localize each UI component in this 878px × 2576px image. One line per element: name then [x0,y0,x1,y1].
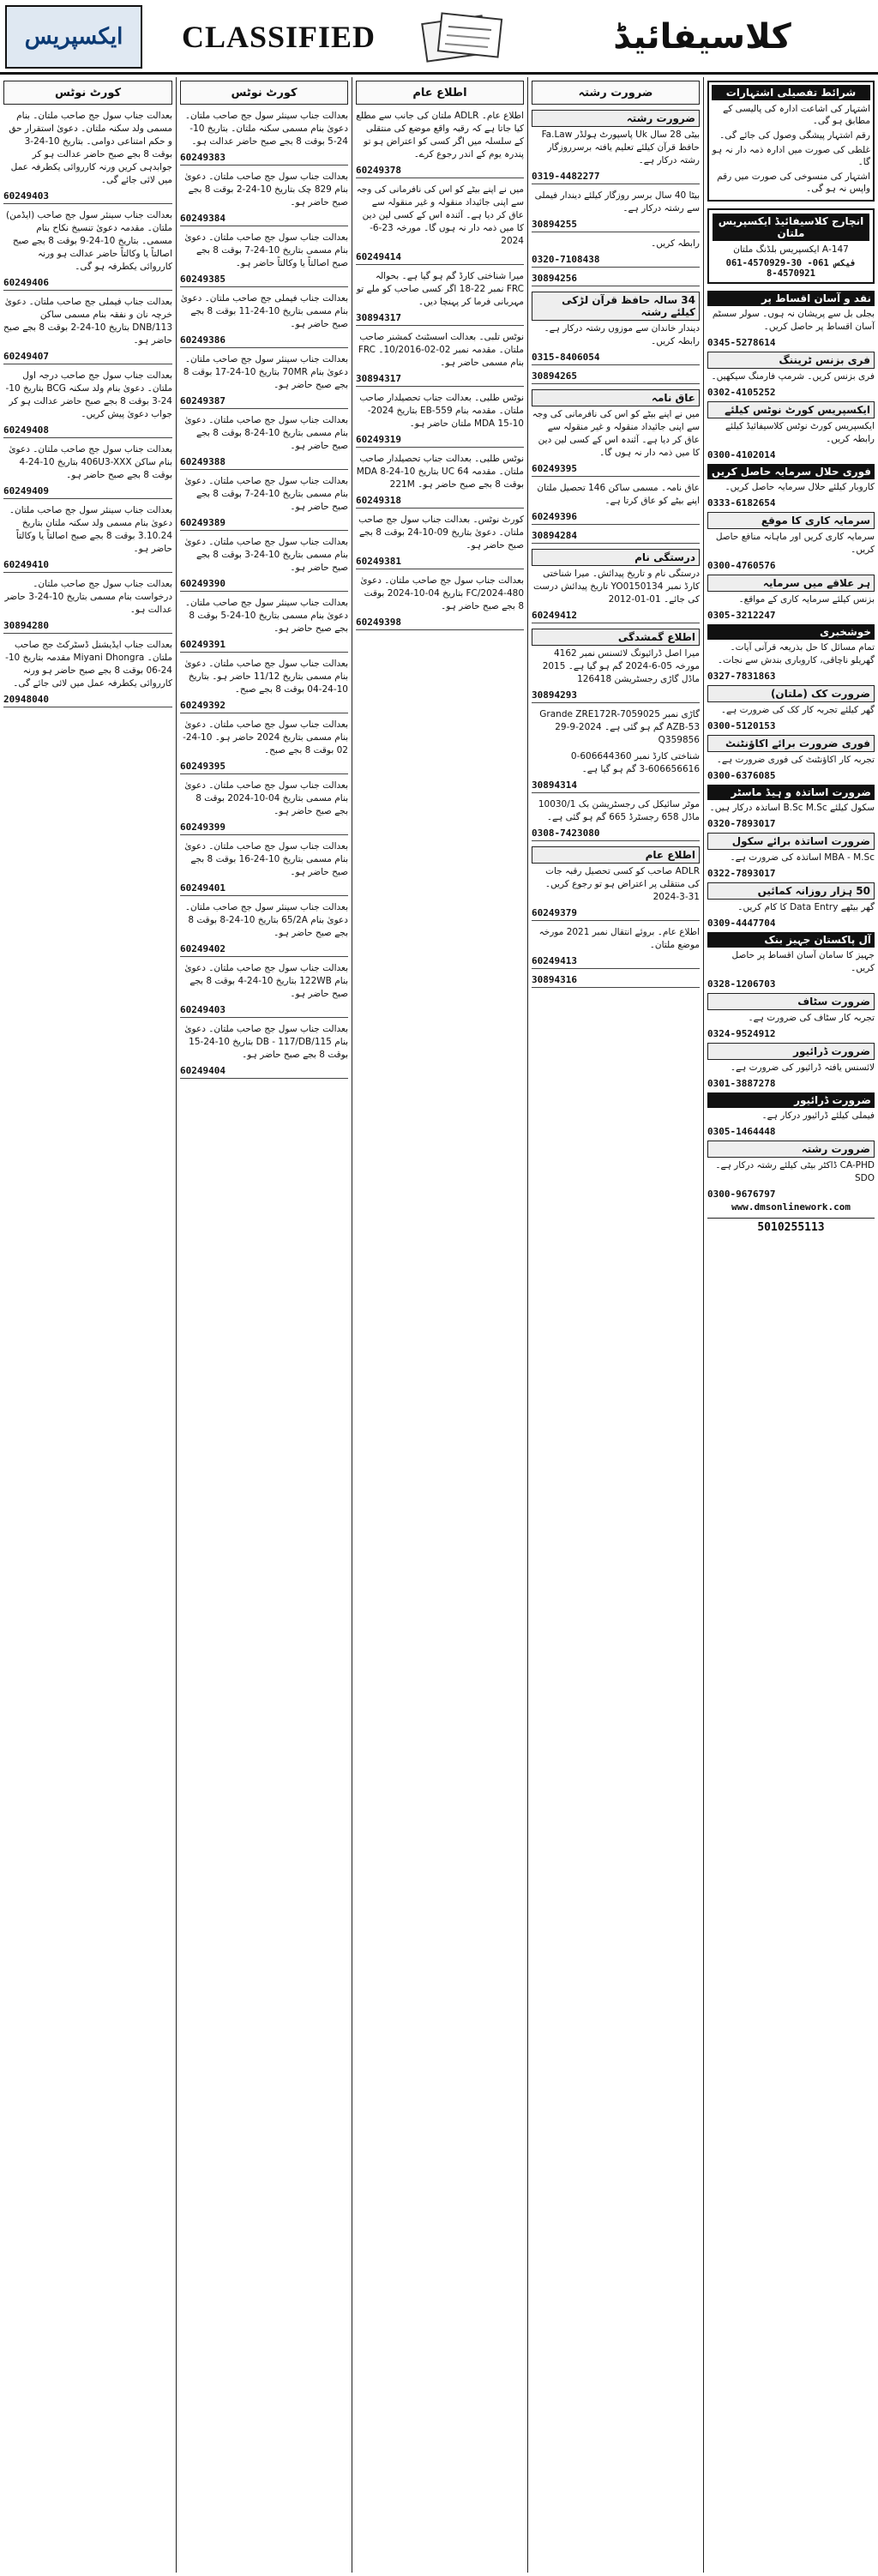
notice-text: نوٹس طلبی۔ بعدالت جناب تحصیلدار صاحب ملتان۔ مقدمہ بنام EB-559 بتاریخ 2024-10-15 MDA ملتان حاضر ہو۔ [359,393,524,429]
notice-text: شناختی کارڈ نمبر 606644360-0 606656616-3 گم ہو گیا ہے۔ [570,751,700,774]
notice-ref-number: 60249389 [180,517,348,531]
ad-phone[interactable]: 0333-6182654 [707,497,776,509]
ad-text: ایکسپریس کورٹ نوٹس کلاسیفائیڈ کیلئے رابطہ کریں۔ [725,421,875,444]
column-public-notices [352,77,527,2573]
notice-text: میں نے اپنے بیٹے کو اس کی نافرمانی کی وجہ سے اپنی جائیداد منقولہ و غیر منقولہ سے عاق کر دیا ہے۔ آئندہ اس کے کسی لین دین کا میں ذمہ دار نہ ہوں گا۔ مورخہ 23-6-2024 [356,184,524,246]
notice-text: بعدالت جناب سول جج صاحب ملتان۔ دعویٰ بنام مسمی بتاریخ 10-24-8 بوقت 8 بجے صبح حاضر ہو۔ [184,415,348,451]
notice-ref-number: 30894314 [532,779,700,793]
notice-text: بعدالت جناب سینئر سول جج صاحب ملتان۔ دعویٰ بنام مسمی ولد سکنہ ملتان بتاریخ 3.10.24 بوقت 8 بجے صبح اصالتاً یا وکالتاً حاضر ہو۔ [9,505,172,554]
ad-text: کاروبار کیلئے حلال سرمایہ حاصل کریں۔ [725,482,875,492]
ad-text: MBA - M.Sc اساتذہ کی ضرورت ہے۔ [730,852,875,863]
terms-line: اشتہار کی منسوخی کی صورت میں رقم واپس نہ ہو گی۔ [717,172,870,194]
notice-text: بعدالت جناب سول جج صاحب ملتان۔ دعویٰ بنام مسمی بتاریخ 04-10-2024 بوقت 8 بجے صبح حاضر ہو۔ [184,780,348,816]
terms-line: غلطی کی صورت میں ادارہ ذمہ دار نہ ہو گا۔ [712,145,870,167]
notice-text: نوٹس تلبی۔ بعدالت اسسٹنٹ کمشنر صاحب ملتان۔ مقدمہ نمبر 02-02-10/2016۔ FRC بنام مسمی حاضر ہو۔ [358,332,524,368]
ad-text: گھر بیٹھے Data Entry کا کام کریں۔ [737,902,875,912]
notice-text: بعدالت جناب سینئر سول جج صاحب ملتان۔ دعویٰ بنام 70MR بتاریخ 10-24-17 بوقت 8 بجے صبح حاضر ہو۔ [183,354,348,390]
logo-text: ایکسپریس [24,24,123,50]
terms-box [707,81,875,202]
notice-list [356,110,524,630]
notice-text: بعدالت جناب سینئر سول جج صاحب ملتان۔ دعویٰ بنام مسمی بتاریخ 10-24-5 بوقت 8 بجے صبح حاضر ہو۔ [184,598,348,634]
ad-text: تجربہ کار سٹاف کی ضرورت ہے۔ [748,1013,875,1023]
column-proposals-and-lost [527,77,703,2573]
notice-ref-number: 60249386 [180,334,348,348]
notice-heading: 34 سالہ حافظ قرآن لڑکی کیلئے رشتہ [532,292,700,321]
office-address: 147-A ایکسپریس بلڈنگ ملتان [733,244,849,255]
notice-text: بیٹا 40 سال برسر روزگار کیلئے دیندار فیملی سے رشتہ درکار ہے۔ [534,190,700,214]
notice-text: میں نے اپنے بیٹے کو اس کی نافرمانی کی وجہ سے اپنی جائیداد منقولہ و غیر منقولہ سے عاق کر دیا ہے۔ آئندہ اس کے کسی لین دین کا میں ذمہ دار نہ ہوں گا۔ [532,409,700,458]
notice-ref-number: 60249414 [356,251,524,265]
notice-text: درستگی نام و تاریخ پیدائش۔ میرا شناختی کارڈ نمبر YO0150134 تاریخ پیدائش درست کی جائے۔ 01-01-2012 [532,569,700,605]
ad-phone[interactable]: 0305-3212247 [707,610,776,621]
ad-heading: ہر علاقے میں سرمایہ [707,575,875,592]
ad-heading: ضرورت رشتہ [707,1141,875,1158]
notice-ref-number: 60249396 [532,511,700,525]
column-court-notices-2 [176,77,352,2573]
notice-text: بعدالت جناب ایڈیشنل ڈسٹرکٹ جج صاحب ملتان۔ Miyani Dhongra مقدمہ بتاریخ 10-24-06 بوقت 8 بجے صبح حاضر ہو ورنہ کارروائی یکطرفہ عمل میں لائی جائے گی۔ [5,640,172,689]
ad-heading: خوشخبری [707,624,875,640]
notice-ref-number: 60249387 [180,395,348,409]
notice-ref-number: 60249395 [532,463,700,477]
ad-heading: ضرورت کک (ملتان) [707,685,875,702]
ad-phone[interactable]: 0327-7831863 [707,671,776,682]
notice-ref-number: 60249318 [356,495,524,509]
masthead [0,0,878,74]
notice-text: کورٹ نوٹس۔ بعدالت جناب سول جج صاحب ملتان۔ دعویٰ بتاریخ 09-10-24 بوقت 8 بجے صبح حاضر ہو۔ [358,515,524,551]
ad-phone[interactable]: 0328-1206703 [707,978,776,990]
notice-heading: درستگی نام [532,549,700,566]
notice-text: رابطہ کریں۔ [651,238,700,249]
ad-heading: 50 ہزار روزانہ کمائیں [707,882,875,900]
ad-phone[interactable]: 0302-4105252 [707,387,776,398]
notice-text: عاق نامہ۔ مسمی ساکن 146 تحصیل ملتان اپنے بیٹے کو عاق کرتا ہے۔ [537,483,700,506]
notice-heading: عاق نامہ [532,389,700,406]
notice-text: بعدالت جناب سول جج صاحب ملتان۔ درخواست بنام مسمی بتاریخ 10-24-3 حاضر عدالت ہو۔ [4,579,172,615]
notice-ref-number: 60249402 [180,943,348,957]
column-header: اطلاع عام [356,81,524,105]
notice-text: میرا شناختی کارڈ گم ہو گیا ہے۔ بحوالہ FRC نمبر 22-18 اگر کسی صاحب کو ملے تو مہربانی فرما کر پہنچا دیں۔ [356,271,524,307]
notice-heading: اطلاع عام [532,846,700,864]
express-logo[interactable] [5,5,142,69]
notice-text: بعدالت جناب سول جج صاحب ملتان۔ دعویٰ بنام مسمی بتاریخ 10-24-7 بوقت 8 بجے صبح حاضر ہو۔ [184,476,348,512]
bottom-phone[interactable]: 5010255113 [707,1218,875,1234]
notice-heading: ضرورت رشتہ [532,110,700,127]
ad-phone[interactable]: 0322-7893017 [707,868,776,879]
notice-ref-number: 60249412 [532,610,700,623]
ad-heading: فوری حلال سرمایہ حاصل کریں [707,464,875,479]
notice-ref-number: 60249391 [180,639,348,653]
title-english [163,5,394,69]
notice-ref-number: 0308-7423080 [532,828,700,841]
notice-ref-number: 20948040 [3,694,172,707]
ad-text: بجلی بل سے پریشان نہ ہوں۔ سولر سسٹم آسان اقساط پر حاصل کریں۔ [712,309,875,332]
notice-ref-number: 30894256 [532,273,700,286]
notice-ref-number: 30894317 [356,312,524,326]
notice-ref-number: 60249403 [180,1004,348,1018]
notice-ref-number: 30894293 [532,689,700,703]
notice-text: بعدالت جناب سول جج صاحب ملتان۔ دعویٰ بنام 829 چک بتاریخ 10-24-2 بوقت 8 بجے صبح حاضر ہو۔ [184,172,348,208]
ad-phone[interactable]: 0300-4760576 [707,560,776,571]
notice-list [3,110,172,707]
ad-phone[interactable]: 0305-1464448 [707,1126,776,1137]
notice-ref-number: 60249408 [3,424,172,438]
terms-lines [712,103,870,195]
notice-text: بعدالت جناب سول جج صاحب ملتان۔ دعویٰ بنام مسمی بتاریخ 10-24-3 بوقت 8 بجے صبح حاضر ہو۔ [184,537,348,573]
notice-text: بعدالت جناب سول جج صاحب ملتان۔ دعویٰ بنام مسمی بتاریخ 10-24-7 بوقت 8 بجے صبح اصالتاً یا وکالتاً حاضر ہو۔ [184,232,348,268]
ad-text: CA-PHD ڈاکٹر بیٹی کیلئے رشتہ درکار ہے۔ SDO [715,1160,875,1183]
website-link[interactable]: www.dmsonlinework.com [731,1201,851,1213]
title-urdu [532,5,873,69]
ad-heading: نقد و آسان اقساط پر [707,291,875,306]
ad-heading: آل پاکستان جہیز بنک [707,932,875,948]
notice-ref-number: 0320-7108438 [532,254,700,268]
notice-ref-number: 30894317 [356,373,524,387]
notice-text: بعدالت جناب سول جج صاحب ملتان۔ دعویٰ 480-FC/2024 بتاریخ 04-10-2024 بوقت 8 بجے صبح حاضر ہو۔ [360,575,524,611]
notice-text: بعدالت جناب سینئر سول جج صاحب ملتان۔ دعویٰ بنام 65/2A بتاریخ 10-24-8 بوقت 8 بجے صبح حاضر ہو۔ [184,902,348,938]
notice-text: بعدالت جناب سول جج صاحب ملتان۔ دعویٰ بنام 122WB بتاریخ 10-24-4 بوقت 8 بجے صبح حاضر ہو۔ [184,963,348,999]
notice-text: بعدالت جناب سول جج صاحب ملتان۔ بنام مسمی ولد سکنہ ملتان۔ دعویٰ استقرار حق و حکم امتناعی دوامی۔ بتاریخ 10-24-3 بوقت 8 بجے صبح حاضر عدالت ہو کر جوابدہی کریں ورنہ کارروائی یکطرفہ عمل میں لائی جائے گی۔ [9,111,172,185]
ad-text: تجربہ کار اکاؤنٹنٹ کی فوری ضرورت ہے۔ [716,755,875,765]
notice-ref-number: 60249388 [180,456,348,470]
newspaper-icon [403,5,523,69]
ad-text: بزنس کیلئے سرمایہ کاری کے مواقع۔ [738,594,875,605]
notice-ref-number: 60249379 [532,907,700,921]
notice-text: بعدالت جناب سول جج صاحب ملتان۔ دعویٰ بنام ساکن 406U3-XXX بتاریخ 10-24-4 بوقت 8 بجے صبح حاضر ہو۔ [9,444,172,480]
notice-text: نوٹس طلبی۔ بعدالت جناب تحصیلدار صاحب ملتان۔ مقدمہ UC 64 بتاریخ 10-24-8 MDA بوقت 8 بجے صبح حاضر ہو۔ 221M [356,454,524,490]
ad-phone[interactable]: 0309-4447704 [707,918,776,929]
notice-text: بعدالت جناب سول جج صاحب ملتان۔ دعویٰ بنام 115/DB - 117/DB بتاریخ 10-24-15 بوقت 8 بجے صبح حاضر ہو۔ [184,1024,348,1060]
notice-text: اطلاع عام۔ بروئے انتقال نمبر 2021 مورخہ موضع ملتان۔ [538,927,700,950]
terms-line: اشتہار کی اشاعت ادارہ کی پالیسی کے مطابق ہو گی۔ [723,104,870,126]
notice-ref-number: 60249401 [180,882,348,896]
notice-ref-number: 60249319 [356,434,524,448]
masthead-rule [0,72,878,75]
notice-ref-number: 60249378 [356,165,524,178]
notice-list [180,110,348,1079]
notice-ref-number: 60249413 [532,955,700,969]
notice-ref-number: 60249390 [180,578,348,592]
notice-ref-number: 30894265 [532,370,700,384]
notice-text: بیٹی 28 سال Uk پاسپورٹ ہولڈر Fa.Law حافظ قرآن کیلئے تعلیم یافتہ برسرروزگار رشتہ درکار ہے۔ [541,129,700,166]
notice-ref-number: 0315-8406054 [532,352,700,365]
notice-text: بعدالت جناب سینئر سول جج صاحب ملتان۔ دعویٰ بنام مسمی سکنہ ملتان۔ بتاریخ 10-24-5 بوقت 8 بجے صبح حاضر عدالت ہو۔ [184,111,348,147]
ad-text: سرمایہ کاری کریں اور ماہانہ منافع حاصل کریں۔ [715,532,875,555]
title-urdu-text: کلاسیفائیڈ [613,17,791,57]
ad-text: لائسنس یافتہ ڈرائیور کی ضرورت ہے۔ [730,1062,875,1073]
column-header: ضرورت رشتہ [532,81,700,105]
notice-ref-number: 60249383 [180,152,348,166]
column-ads [703,77,878,2573]
column-header: کورٹ نوٹس [3,81,172,105]
notice-ref-number: 60249410 [3,559,172,573]
ads-list [707,291,875,1200]
notice-text: ADLR صاحب کو کسی تحصیل رقبہ جات کی منتقلی پر اعتراض ہو تو رجوع کریں۔ 31-3-2024 [544,866,700,902]
notice-ref-number: 60249406 [3,277,172,291]
ad-text: تمام مسائل کا حل بذریعہ قرآنی آیات۔ گھریلو ناچاقی، کاروباری بندش سے نجات۔ [717,642,875,665]
notice-text: بعدالت جناب سول جج صاحب ملتان۔ دعویٰ بنام مسمی بتاریخ 11/12 حاضر ہو۔ بتاریخ 10-24-04 بوقت 8 بجے صبح۔ [184,659,348,695]
notice-ref-number: 60249403 [3,190,172,204]
ad-heading: ضرورت سٹاف [707,993,875,1010]
notice-ref-number: 30894255 [532,219,700,232]
ad-text: فیملی کیلئے ڈرائیور درکار ہے۔ [761,1110,875,1121]
ad-heading: فوری ضرورت برائے اکاؤنٹنٹ [707,735,875,752]
ad-text: گھر کیلئے تجربہ کار کک کی ضرورت ہے۔ [720,705,875,715]
ad-heading: سرمایہ کاری کا موقع [707,512,875,529]
notice-ref-number: 60249384 [180,213,348,226]
ad-phone[interactable]: 0300-4102014 [707,449,776,460]
office-phone[interactable]: 061-4570929-30 فیکس 061-4570921-8 [725,258,857,279]
notice-text: موٹر سائیکل کی رجسٹریشن بک 10030/1 ماڈل 658 رجسٹرڈ 665 گم ہو گئی ہے۔ [538,799,700,822]
notice-text: بعدالت جناب سول جج صاحب درجہ اول ملتان۔ دعویٰ بنام ولد سکنہ BCG بتاریخ 10-24-3 بوقت 8 بجے صبح حاضر عدالت ہو کر جواب دعویٰ پیش کریں۔ [5,370,172,419]
notice-ref-number: 60249395 [180,761,348,774]
notice-text: بعدالت جناب سینئر سول جج صاحب (ایڈمن) ملتان۔ مقدمہ دعویٰ تنسیخ نکاح بنام مسمی۔ بتاریخ 10-24-9 بوقت 8 بجے صبح اصالتاً یا وکالتاً حاضر عدالت ہو ورنہ کارروائی یکطرفہ ہو گی۔ [6,210,172,272]
ad-phone[interactable]: 0300-9676797 [707,1189,776,1200]
notice-ref-number: 30894284 [532,530,700,544]
notice-text: اطلاع عام۔ ADLR ملتان کی جانب سے مطلع کیا جاتا ہے کہ رقبہ واقع موضع کی منتقلی کے سلسلہ میں اگر کسی کو اعتراض ہو تو پندرہ یوم کے اندر رجوع کرے۔ [356,111,524,159]
office-title: انچارج کلاسیفائیڈ ایکسپریس ملتان [713,214,869,241]
title-english-text: CLASSIFIED [181,20,376,54]
notice-ref-number: 60249398 [356,617,524,630]
ad-heading: ضرورت اساتذہ برائے سکول [707,833,875,850]
notice-ref-number: 60249385 [180,274,348,287]
ad-phone[interactable]: 0301-3887278 [707,1078,776,1089]
notice-ref-number: 60249399 [180,822,348,835]
ad-phone[interactable]: 0300-6376085 [707,770,776,781]
column-court-notices-1 [0,77,176,2573]
ad-heading: ضرورت ڈرائیور [707,1043,875,1060]
ad-phone[interactable]: 0345-5278614 [707,337,776,348]
notice-heading: اطلاع گمشدگی [532,629,700,646]
notice-ref-number: 60249407 [3,351,172,364]
notice-ref-number: 60249392 [180,700,348,713]
terms-line: رقم اشتہار پیشگی وصول کی جائے گی۔ [719,130,870,141]
notice-text: بعدالت جناب فیملی جج صاحب ملتان۔ دعویٰ خرچہ نان و نفقہ بنام مسمی ساکن 113/DNB بتاریخ 10-24-2 بوقت 8 بجے صبح حاضر ہو۔ [3,297,172,346]
notice-ref-number: 30894280 [3,620,172,634]
notice-list [532,110,700,988]
ad-phone[interactable]: 0300-5120153 [707,720,776,731]
ad-text: سکول کیلئے B.Sc M.Sc اساتذہ درکار ہیں۔ [709,803,875,813]
notice-ref-number: 60249409 [3,485,172,499]
ad-heading: ایکسپریس کورٹ نوٹس کیلئے [707,401,875,418]
ad-heading: فری بزنس ٹریننگ [707,352,875,369]
ad-phone[interactable]: 0320-7893017 [707,818,776,829]
notice-text: بعدالت جناب فیملی جج صاحب ملتان۔ دعویٰ بنام مسمی بتاریخ 10-24-11 بوقت 8 بجے صبح حاضر ہو۔ [180,293,348,329]
ad-text: جہیز کا سامان آسان اقساط پر حاصل کریں۔ [731,950,875,973]
ad-text: فری بزنس کریں۔ شرمپ فارمنگ سیکھیں۔ [711,371,875,382]
ad-heading: ضرورت ڈرائیور [707,1092,875,1108]
ad-phone[interactable]: 0324-9524912 [707,1028,776,1039]
notice-ref-number: 60249404 [180,1065,348,1079]
ad-heading: ضرورت اساتذہ و ہیڈ ماسٹر [707,785,875,800]
notice-text: بعدالت جناب سول جج صاحب ملتان۔ دعویٰ بنام مسمی بتاریخ 10-24-16 بوقت 8 بجے صبح حاضر ہو۔ [184,841,348,877]
notice-text: میرا اصل ڈرائیونگ لائسنس نمبر 4162 مورخہ 05-6-2024 گم ہو گیا ہے۔ 2015 ماڈل گاڑی رجسٹریشن 126418 [542,648,700,684]
office-box [707,208,875,284]
notice-text: دیندار خاندان سے موزوں رشتہ درکار ہے۔ رابطہ کریں۔ [544,323,700,346]
notice-text: بعدالت جناب سول جج صاحب ملتان۔ دعویٰ بنام مسمی بتاریخ 2024 حاضر ہو۔ 10-24-02 بوقت 8 بجے صبح۔ [183,719,348,755]
column-header: کورٹ نوٹس [180,81,348,105]
notice-ref-number: 60249381 [356,556,524,569]
notice-ref-number: 0319-4482277 [532,171,700,184]
notice-ref-number: 30894316 [532,974,700,988]
notice-text: گاڑی نمبر Grande ZRE172R-7059025 AZB-53 گم ہو گئی ہے۔ 2024-9-29 Q359856 [539,709,700,745]
terms-title: شرائط تفصیلی اشتہارات [712,85,870,100]
